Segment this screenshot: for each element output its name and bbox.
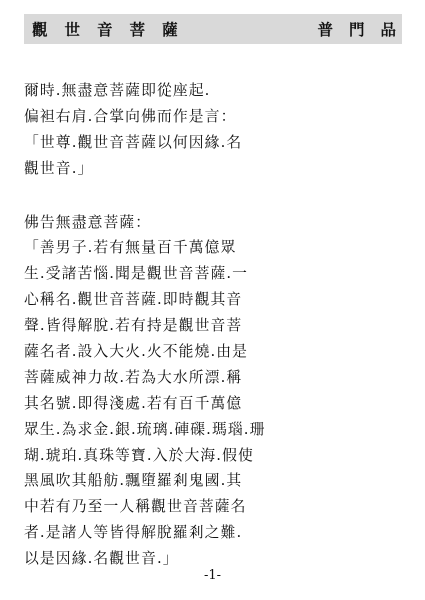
text-line: 眾生.為求金.銀.琉璃.硨磲.瑪瑙.珊 [24, 420, 266, 438]
text-line: 聲.皆得解脫.若有持是觀世音菩 [24, 317, 243, 335]
title-char: 菩 [129, 20, 146, 39]
text-line: 偏袒右肩.合掌向佛而作是言： [24, 107, 237, 125]
sutra-body [24, 78, 404, 572]
text-line: 爾時.無盡意菩薩即從座起. [24, 82, 211, 99]
chapter-char: 普 [317, 20, 333, 39]
text-line: 以是因緣.名觀世音.」 [24, 550, 179, 568]
text-line: 「善男子.若有無量百千萬億眾 [24, 239, 237, 257]
title-char: 薩 [162, 20, 178, 39]
text-line: 「世尊.觀世音菩薩以何因緣.名 [24, 133, 243, 151]
chapter-header [24, 14, 402, 44]
text-line: 菩薩威神力故.若為大水所漂.稱 [24, 368, 243, 386]
chapter-char: 品 [380, 20, 396, 39]
text-line: 心稱名.觀世音菩薩.即時觀其音 [24, 291, 243, 309]
paragraph-2 [24, 210, 404, 572]
text-line: 薩名者.設入大火.火不能燒.由是 [24, 343, 249, 361]
text-line: 瑚.琥珀.真珠等寶.入於大海.假使 [24, 446, 254, 464]
page-number: -1- [203, 568, 222, 583]
text-line: 其名號.即得淺處.若有百千萬億 [24, 394, 243, 412]
text-line: 佛告無盡意菩薩： [24, 213, 152, 231]
title-char: 世 [64, 20, 81, 39]
text-line: 黑風吹其船舫.飄墮羅剎鬼國.其 [24, 472, 243, 490]
chapter-char: 門 [348, 20, 365, 39]
title-char: 音 [97, 20, 113, 39]
paragraph-1 [24, 78, 404, 182]
chapter-name [301, 18, 396, 40]
text-line: 觀世音.」 [24, 159, 94, 177]
text-line: 中若有乃至一人稱觀世音菩薩名 [24, 498, 247, 516]
text-line: 生.受諸苦惱.聞是觀世音菩薩.一 [24, 265, 249, 283]
sutra-title [32, 18, 195, 40]
title-char: 觀 [32, 20, 48, 39]
text-line: 者.是諸人等皆得解脫羅剎之難. [24, 524, 243, 542]
